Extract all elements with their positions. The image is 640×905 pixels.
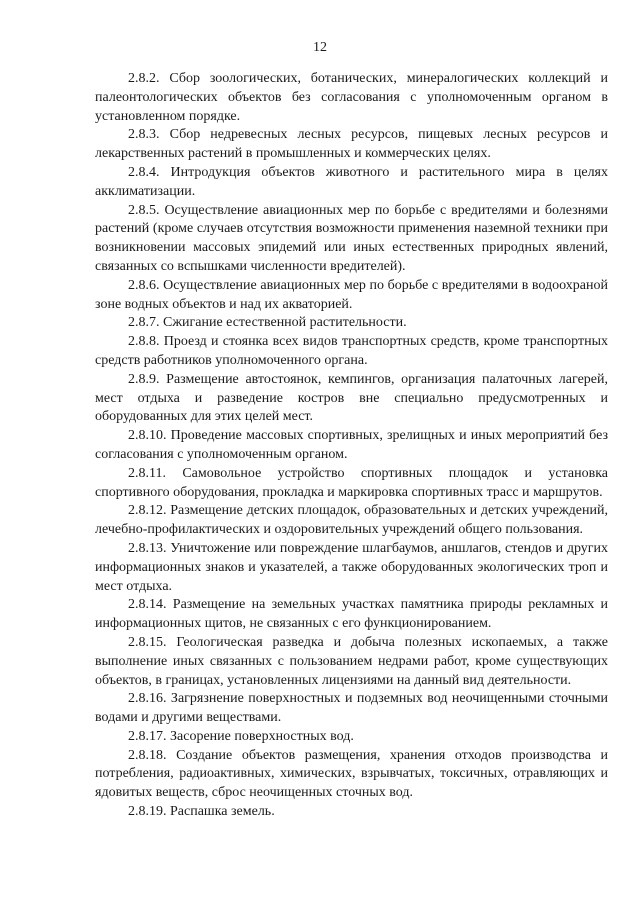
paragraph-2-8-8: 2.8.8. Проезд и стоянка всех видов транспортных средств, кроме транспортных средств работников уполномоченного органа.	[95, 334, 608, 368]
paragraph-2-8-3: 2.8.3. Сбор недревесных лесных ресурсов, пищевых лесных ресурсов и лекарственных растений в промышленных и коммерческих целях.	[95, 127, 608, 162]
paragraph-2-8-15: 2.8.15. Геологическая разведка и добыча полезных ископаемых, а также выполнение иных связанных с пользованием недрами работ, кроме существующих объектов, в границах, установленных лицензиями на данный вид деятельности.	[95, 634, 608, 688]
paragraph-2-8-17: 2.8.17. Засорение поверхностных вод.	[128, 728, 354, 744]
paragraph-2-8-11: 2.8.11. Самовольное устройство спортивных площадок и установка спортивного оборудования, прокладка и маркировка спортивных трасс и маршрутов.	[95, 465, 608, 500]
paragraph-2-8-18: 2.8.18. Создание объектов размещения, хранения отходов производства и потребления, радиоактивных, химических, взрывчатых, токсичных, отравляющих и ядовитых веществ, сброс неочищенных сточных вод.	[95, 747, 608, 801]
paragraph-2-8-5: 2.8.5. Осуществление авиационных мер по борьбе с вредителями и болезнями растений (кроме случаев отсутствия возможности применения наземной техники при возникновении массовых эпидемий или иных естественных природных явлений, связанных со вспышками численности вредителей).	[95, 202, 608, 274]
document-body	[95, 70, 608, 822]
paragraph-2-8-12: 2.8.12. Размещение детских площадок, образовательных и детских учреждений, лечебно-профилактических и оздоровительных учреждений общего пользования.	[95, 503, 608, 538]
paragraph-2-8-13: 2.8.13. Уничтожение или повреждение шлагбаумов, аншлагов, стендов и других информационных знаков и указателей, а также оборудованных экологических троп и мест отдыха.	[95, 540, 608, 594]
page-number: 12	[313, 40, 327, 55]
paragraph-2-8-9: 2.8.9. Размещение автостоянок, кемпингов, организация палаточных лагерей, мест отдыха и разведение костров вне специально предусмотренных и оборудованных для этих целей мест.	[95, 371, 608, 425]
paragraph-2-8-19: 2.8.19. Распашка земель.	[128, 804, 275, 820]
paragraph-2-8-7: 2.8.7. Сжигание естественной растительности.	[128, 315, 407, 331]
paragraph-2-8-14: 2.8.14. Размещение на земельных участках памятника природы рекламных и информационных щитов, не связанных с его функционированием.	[95, 597, 608, 632]
paragraph-2-8-6: 2.8.6. Осуществление авиационных мер по борьбе с вредителями в водоохраной зоне водных объектов и над их акваторией.	[95, 277, 608, 312]
paragraph-2-8-4: 2.8.4. Интродукция объектов животного и растительного мира в целях акклиматизации.	[95, 164, 608, 199]
paragraph-2-8-10: 2.8.10. Проведение массовых спортивных, зрелищных и иных мероприятий без согласования с уполномоченным органом.	[95, 428, 608, 462]
paragraph-2-8-16: 2.8.16. Загрязнение поверхностных и подземных вод неочищенными сточными водами и другими веществами.	[95, 691, 608, 726]
paragraph-2-8-2: 2.8.2. Сбор зоологических, ботанических, минералогических коллекций и палеонтологических объектов без согласования с уполномоченным органом в установленном порядке.	[95, 71, 608, 124]
